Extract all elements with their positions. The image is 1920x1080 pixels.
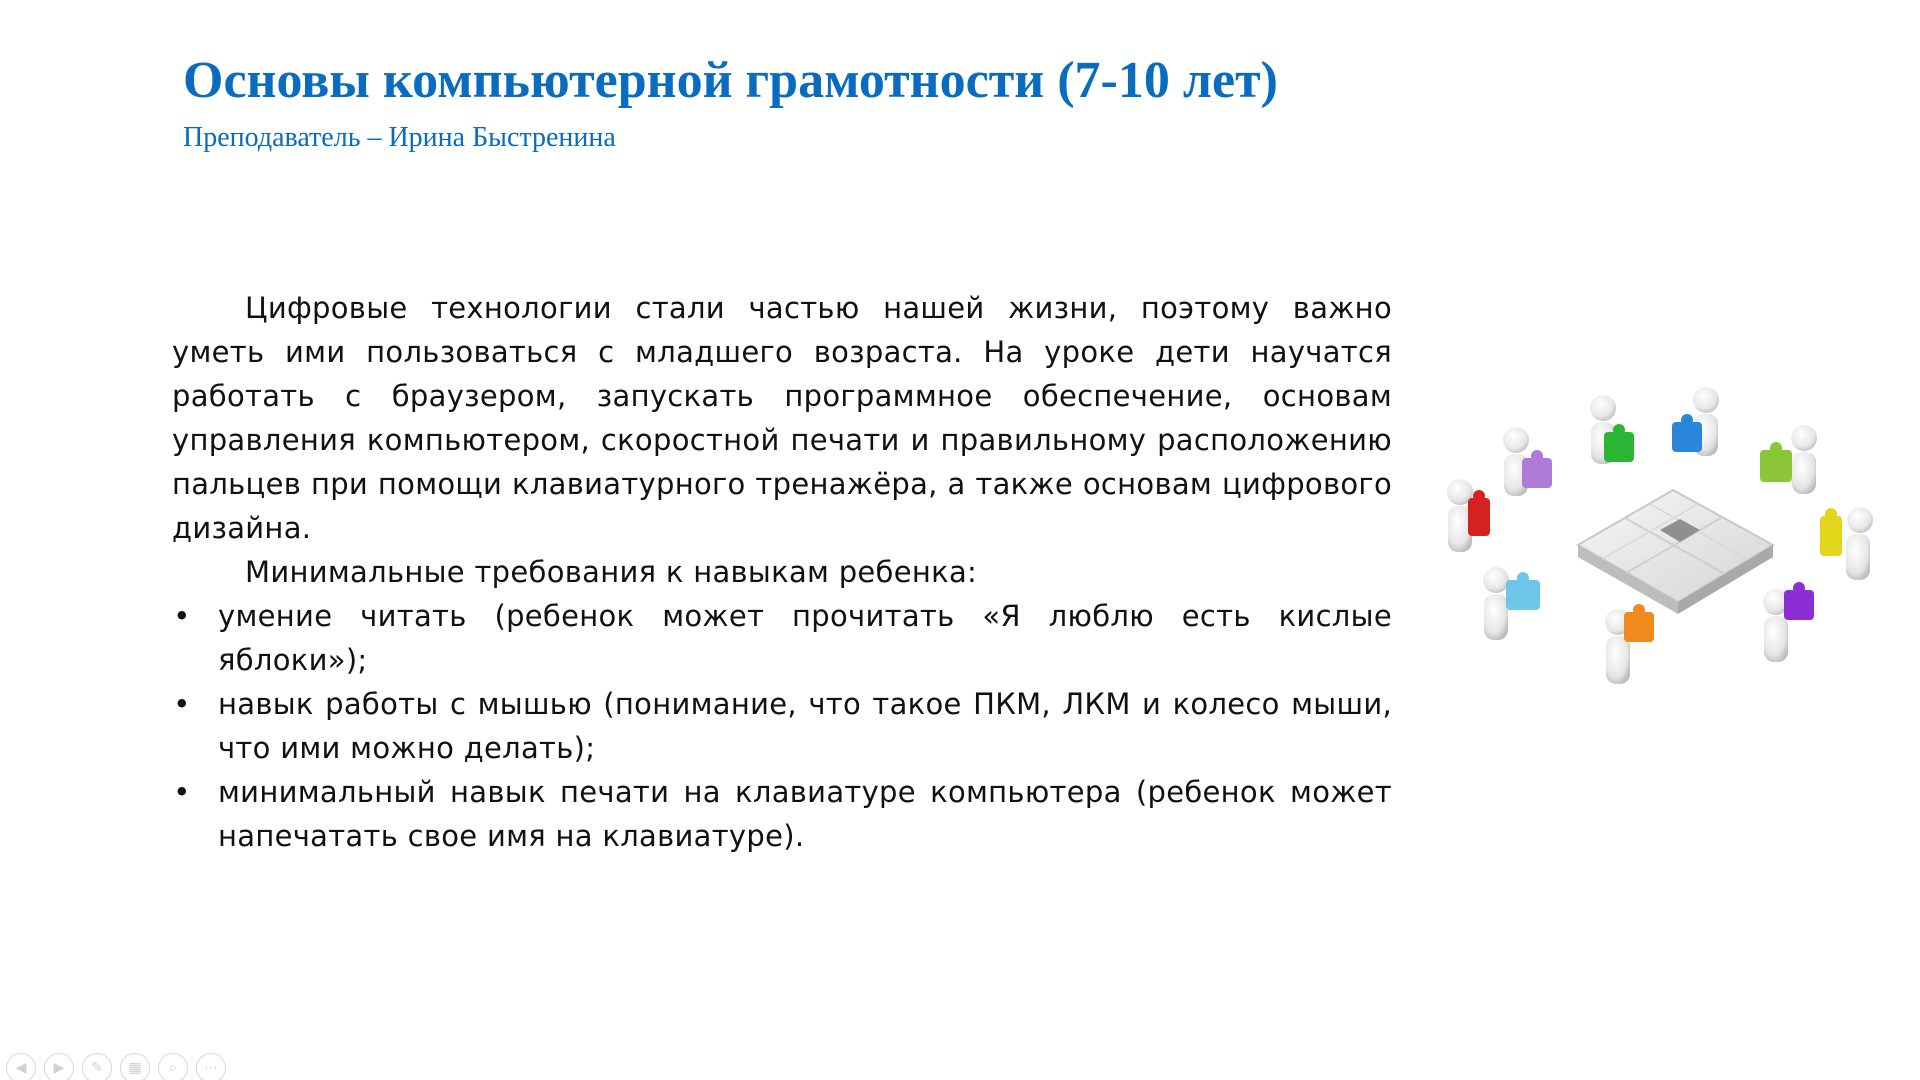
requirements-heading: Минимальные требования к навыкам ребенка:: [245, 555, 978, 589]
figure-top-blue: [1672, 387, 1719, 456]
list-item: [172, 770, 1392, 858]
figure-top-green: [1590, 395, 1634, 464]
figure-bottom-cyan: [1483, 567, 1540, 640]
list-item-text: умение читать (ребенок может прочитать «Я люблю есть кислые яблоки»);: [218, 599, 1392, 677]
pen-icon[interactable]: ✎: [82, 1053, 112, 1080]
next-slide-icon[interactable]: ▶: [44, 1053, 74, 1080]
bullet-icon: •: [173, 687, 191, 721]
slide-body: [172, 286, 1392, 858]
slide-title: Основы компьютерной грамотности (7-10 лет): [183, 52, 1278, 109]
requirements-list: [172, 594, 1392, 858]
slide-subtitle: Преподаватель – Ирина Быстренина: [183, 122, 616, 153]
puzzle-board: [1578, 490, 1773, 614]
list-item: [172, 682, 1392, 770]
more-options-icon[interactable]: ⋯: [196, 1053, 226, 1080]
list-item-text: минимальный навык печати на клавиатуре компьютера (ребенок может напечатать свое имя на клавиатуре).: [218, 775, 1392, 853]
bullet-icon: •: [173, 775, 191, 809]
figure-left-purple: [1503, 427, 1552, 496]
figure-bottom-violet: [1763, 582, 1814, 662]
zoom-icon[interactable]: ⌕: [158, 1053, 188, 1080]
bullet-icon: •: [173, 599, 191, 633]
list-item-text: навык работы с мышью (понимание, что такое ПКМ, ЛКМ и колесо мыши, что ими можно делать);: [218, 687, 1392, 765]
previous-slide-icon[interactable]: ◀: [6, 1053, 36, 1080]
list-item: [172, 594, 1392, 682]
figure-left-red: [1447, 479, 1490, 552]
slideshow-toolbar: [6, 1053, 226, 1080]
figure-right-yellow: [1820, 507, 1873, 580]
figure-right-lime: [1760, 425, 1817, 494]
slides-grid-icon[interactable]: ▦: [120, 1053, 150, 1080]
intro-paragraph: Цифровые технологии стали частью нашей жизни, поэтому важно уметь ими пользоваться с младшего возраста. На уроке дети научатся работать с браузером, запускать программное обеспечение, основам управления компьютером, скоростной печати и правильному расположению пальцев при помощи клавиатурного тренажёра, а также основам цифрового дизайна.: [172, 291, 1392, 545]
figure-bottom-orange: [1605, 604, 1654, 684]
teamwork-puzzle-illustration: [1428, 340, 1880, 740]
